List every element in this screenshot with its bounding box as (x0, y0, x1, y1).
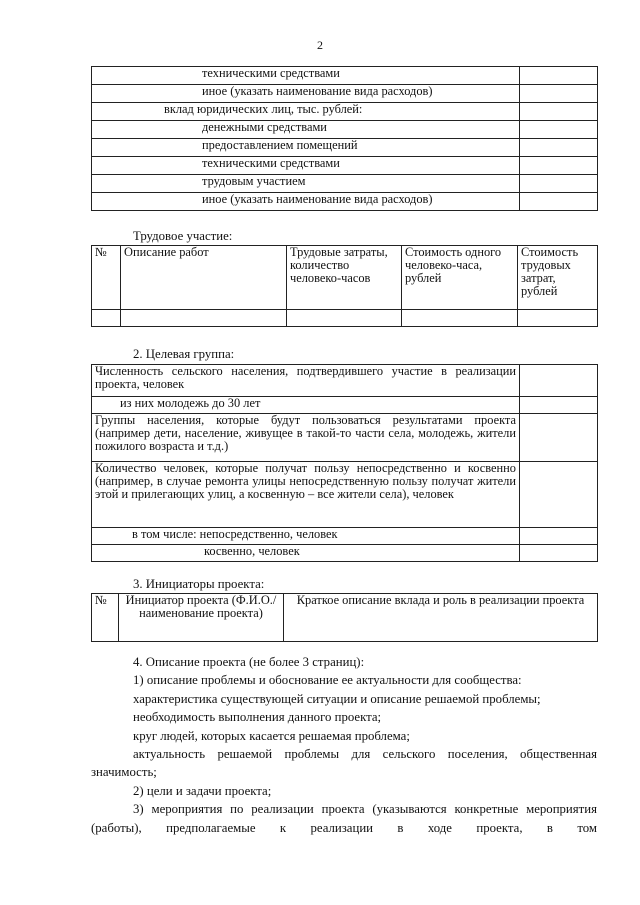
contribution-row-value (520, 139, 598, 157)
labor-cell (287, 310, 402, 327)
description-item: характеристика существующей ситуации и описание решаемой проблемы; (133, 691, 541, 706)
contribution-row-value (520, 193, 598, 211)
labor-header-hours: Трудовые затраты, количество человеко-часов (287, 246, 402, 310)
description-item: необходимость выполнения данного проекта; (133, 710, 382, 725)
project-description (91, 653, 597, 837)
description-item: 2) цели и задачи проекта; (133, 783, 272, 798)
labor-table (91, 245, 598, 327)
description-item: актуальность решаемой проблемы для сельского поселения, общественная значимость; (91, 747, 597, 780)
target-group-row-label: в том числе: непосредственно, человек (92, 528, 520, 545)
contribution-row-value (520, 121, 598, 139)
labor-header-total-cost: Стоимость трудовых затрат, рублей (518, 246, 598, 310)
labor-heading: Трудовое участие: (133, 229, 233, 243)
target-group-row-label: косвенно, человек (92, 545, 520, 562)
initiators-table (91, 593, 598, 642)
initiators-header-number: № (92, 594, 119, 642)
target-group-row-value (520, 462, 598, 528)
labor-cell (518, 310, 598, 327)
description-item: 3) мероприятия по реализации проекта (указываются конкретные мероприятия (работы), предполагаемые к реализации в ходе проекта, в том (91, 802, 597, 835)
target-group-row-label: Количество человек, которые получат пользу непосредственно и косвенно (например, в случае ремонта улицы непосредственную пользу получат жители этой и прилегающих улиц, а косвенную – все жители села), человек (92, 462, 520, 528)
contribution-row-label: техническими средствами (92, 67, 520, 85)
contribution-row-label: вклад юридических лиц, тыс. рублей: (92, 103, 520, 121)
contribution-row-label: денежными средствами (92, 121, 520, 139)
contribution-row-value (520, 103, 598, 121)
target-group-row-value (520, 414, 598, 462)
description-heading: 4. Описание проекта (не более 3 страниц): (133, 655, 365, 669)
target-group-heading: 2. Целевая группа: (133, 347, 235, 361)
contribution-row-value (520, 67, 598, 85)
page-number: 2 (317, 38, 323, 52)
contribution-row-value (520, 85, 598, 103)
contribution-row-label: иное (указать наименование вида расходов) (92, 85, 520, 103)
contribution-row-label: иное (указать наименование вида расходов) (92, 193, 520, 211)
target-group-row-label: из них молодежь до 30 лет (92, 397, 520, 414)
description-item: 1) описание проблемы и обоснование ее актуальности для сообщества: (133, 673, 522, 688)
labor-header-number: № (92, 246, 121, 310)
labor-cell (121, 310, 287, 327)
target-group-row-value (520, 545, 598, 562)
contribution-row-label: предоставлением помещений (92, 139, 520, 157)
target-group-row-value (520, 365, 598, 397)
target-group-row-value (520, 397, 598, 414)
labor-cell (402, 310, 518, 327)
target-group-row-label: Численность сельского населения, подтвердившего участие в реализации проекта, человек (92, 365, 520, 397)
target-group-row-value (520, 528, 598, 545)
initiators-heading: 3. Инициаторы проекта: (133, 577, 265, 591)
description-item: круг людей, которых касается решаемая проблема; (133, 728, 410, 743)
initiators-header-initiator: Инициатор проекта (Ф.И.О./наименование проекта) (119, 594, 284, 642)
target-group-table (91, 364, 598, 562)
contribution-row-label: техническими средствами (92, 157, 520, 175)
target-group-row-label: Группы населения, которые будут пользоваться результатами проекта (например дети, население, живущее в такой-то части села, молодежь, жители пожилого возраста и т.д.) (92, 414, 520, 462)
labor-cell (92, 310, 121, 327)
initiators-header-contribution: Краткое описание вклада и роль в реализации проекта (284, 594, 598, 642)
contribution-row-value (520, 175, 598, 193)
contribution-row-value (520, 157, 598, 175)
labor-header-hour-cost: Стоимость одного человеко-часа, рублей (402, 246, 518, 310)
contribution-row-label: трудовым участием (92, 175, 520, 193)
labor-header-description: Описание работ (121, 246, 287, 310)
contribution-table (91, 66, 598, 211)
